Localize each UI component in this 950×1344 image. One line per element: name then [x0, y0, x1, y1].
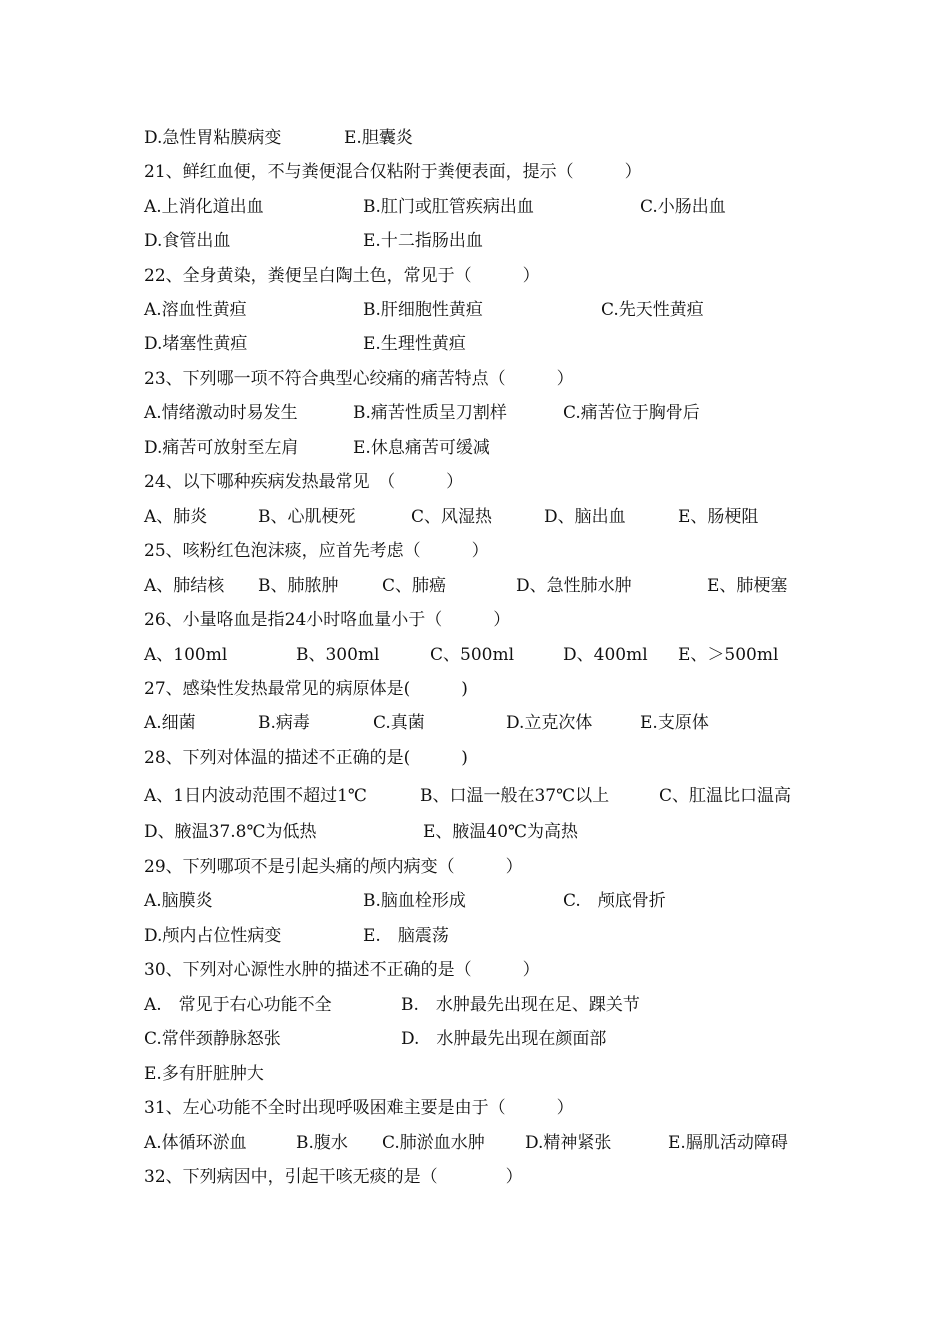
option-a: A、肺炎 [144, 507, 208, 527]
option-c: C、风湿热 [411, 507, 493, 527]
question-27-stem: 27、感染性发热最常见的病原体是( ) [144, 679, 468, 699]
question-28-stem: 28、下列对体温的描述不正确的是( ) [144, 748, 468, 768]
question-stem [144, 159, 642, 185]
option-d: D.立克次体 [506, 713, 593, 733]
option-d: D.堵塞性黄疸 [144, 334, 248, 354]
option-e: E. 脑震荡 [363, 926, 449, 946]
question-stem [144, 263, 540, 289]
option-b: B.痛苦性质呈刀割样 [353, 403, 507, 423]
option-row [144, 573, 788, 599]
option-e: E.胆囊炎 [344, 128, 413, 148]
option-d: D、脑出血 [544, 507, 626, 527]
option-row [144, 923, 449, 949]
option-a: A.溶血性黄疸 [144, 300, 247, 320]
question-stem [144, 469, 464, 495]
option-a: A.体循环淤血 [144, 1133, 247, 1153]
option-c: C.肺淤血水肿 [382, 1133, 485, 1153]
option-e: E、腋温40℃为高热 [423, 822, 579, 842]
question-stem [144, 745, 468, 771]
option-e: E.支原体 [640, 713, 709, 733]
option-e: E、肺梗塞 [707, 576, 788, 596]
option-a: A.脑膜炎 [144, 891, 213, 911]
option-row [144, 297, 704, 323]
question-26-stem: 26、小量咯血是指24小时咯血量小于（ ） [144, 610, 511, 630]
question-21-stem: 21、鲜红血便，不与粪便混合仅粘附于粪便表面，提示（ ） [144, 162, 642, 182]
option-row [144, 819, 579, 845]
option-b: B.腹水 [296, 1133, 348, 1153]
option-row [144, 435, 490, 461]
question-stem [144, 366, 574, 392]
question-25-stem: 25、咳粉红色泡沫痰，应首先考虑（ ） [144, 541, 489, 561]
option-a: A、1日内波动范围不超过1℃ [144, 786, 367, 806]
option-row [144, 504, 759, 530]
option-row [144, 1130, 788, 1156]
question-32-stem: 32、下列病因中，引起干咳无痰的是（ ） [144, 1167, 523, 1187]
option-row [144, 1026, 607, 1052]
option-c: C.痛苦位于胸骨后 [563, 403, 700, 423]
option-a: A.上消化道出血 [144, 197, 264, 217]
option-d: D.食管出血 [144, 231, 231, 251]
option-row [144, 783, 792, 809]
option-d: D.痛苦可放射至左肩 [144, 438, 299, 458]
option-c: C、500ml [430, 645, 515, 665]
option-e: E.生理性黄疸 [363, 334, 466, 354]
option-row [144, 642, 779, 668]
option-row [144, 992, 640, 1018]
question-23-stem: 23、下列哪一项不符合典型心绞痛的痛苦特点（ ） [144, 369, 574, 389]
option-b: B.肝细胞性黄疸 [363, 300, 483, 320]
option-row [144, 194, 726, 220]
option-e: E.十二指肠出血 [363, 231, 483, 251]
option-b: B.肛门或肛管疾病出血 [363, 197, 534, 217]
option-row [144, 228, 483, 254]
option-row [144, 888, 666, 914]
option-row [144, 710, 709, 736]
option-d: D.精神紧张 [525, 1133, 612, 1153]
option-a: A、100ml [144, 645, 228, 665]
option-a: A、肺结核 [144, 576, 225, 596]
option-c: C. 颅底骨折 [563, 891, 666, 911]
option-a: A.细菌 [144, 713, 196, 733]
option-d: D、急性肺水肿 [516, 576, 632, 596]
option-d: D. 水肿最先出现在颜面部 [401, 1029, 607, 1049]
question-31-stem: 31、左心功能不全时出现呼吸困难主要是由于（ ） [144, 1098, 574, 1118]
question-29-stem: 29、下列哪项不是引起头痛的颅内病变（ ） [144, 857, 523, 877]
question-stem [144, 1095, 574, 1121]
question-stem [144, 854, 523, 880]
question-stem [144, 1164, 523, 1190]
option-c: C.真菌 [373, 713, 425, 733]
option-row [144, 125, 413, 151]
question-30-stem: 30、下列对心源性水肿的描述不正确的是（ ） [144, 960, 540, 980]
option-b: B、口温一般在37℃以上 [420, 786, 610, 806]
option-b: B.病毒 [258, 713, 310, 733]
option-d: D、腋温37.8℃为低热 [144, 822, 317, 842]
option-row [144, 400, 700, 426]
option-d: D、400ml [563, 645, 648, 665]
option-e: E.多有肝脏肿大 [144, 1064, 264, 1084]
option-b: B. 水肿最先出现在足、踝关节 [401, 995, 640, 1015]
option-a: A. 常见于右心功能不全 [144, 995, 332, 1015]
option-c: C、肛温比口温高 [659, 786, 792, 806]
option-b: B、300ml [296, 645, 380, 665]
option-a: A.情绪激动时易发生 [144, 403, 298, 423]
question-stem [144, 607, 511, 633]
option-e: E、＞500ml [678, 645, 779, 665]
option-c: C.小肠出血 [640, 197, 726, 217]
option-d: D.颅内占位性病变 [144, 926, 282, 946]
question-stem [144, 538, 489, 564]
option-b: B、肺脓肿 [258, 576, 339, 596]
option-row [144, 1061, 264, 1087]
option-b: B.脑血栓形成 [363, 891, 466, 911]
question-stem [144, 957, 540, 983]
option-c: C、肺癌 [382, 576, 447, 596]
option-e: E、肠梗阻 [678, 507, 759, 527]
option-b: B、心肌梗死 [258, 507, 356, 527]
option-e: E.膈肌活动障碍 [668, 1133, 788, 1153]
option-d: D.急性胃粘膜病变 [144, 128, 282, 148]
question-22-stem: 22、全身黄染，粪便呈白陶土色，常见于（ ） [144, 266, 540, 286]
question-stem [144, 676, 468, 702]
option-c: C.常伴颈静脉怒张 [144, 1029, 281, 1049]
option-e: E.休息痛苦可缓减 [353, 438, 490, 458]
option-row [144, 331, 466, 357]
option-c: C.先天性黄疸 [601, 300, 704, 320]
question-24-stem: 24、以下哪种疾病发热最常见 （ ） [144, 472, 464, 492]
